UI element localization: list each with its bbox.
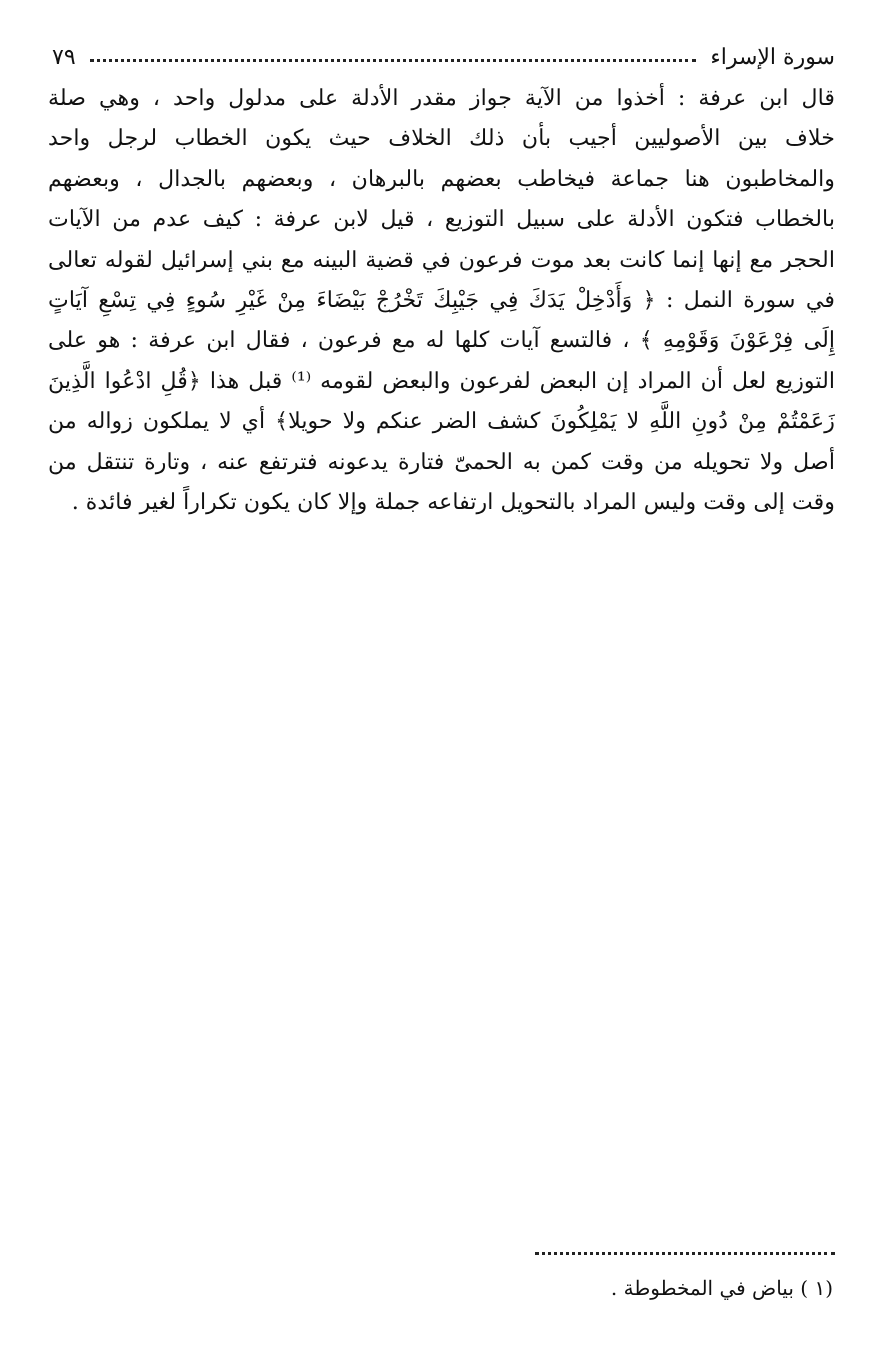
text-line: أصل ولا تحويله من وقت كمن به الحمىّ فتارة يدعونه فترتفع عنه ، وتارة تنتقل من xyxy=(48,448,835,475)
text-line: في سورة النمل : ﴿ وَأَدْخِلْ يَدَكَ فِي جَيْبِكَ تَخْرُجْ بَيْضَاءَ مِنْ غَيْرِ سُوءٍ فِي تِسْعِ آيَاتٍ xyxy=(48,287,835,314)
text-line: خلاف بين الأصوليين أجيب بأن ذلك الخلاف حيث يكون الخطاب لرجل واحد xyxy=(48,125,835,152)
text-line: والمخاطبون هنا جماعة فيخاطب بعضهم بالبرهان ، وبعضهم بالجدال ، وبعضهم xyxy=(48,165,835,192)
text-line: زَعَمْتُمْ مِنْ دُونِ اللَّهِ لا يَمْلِكُونَ كشف الضر عنكم ولا حويلا﴾ أي لا يملكون زواله من xyxy=(48,408,835,435)
main-text xyxy=(48,78,835,522)
text-line: التوزيع لعل أن المراد إن البعض لفرعون والبعض لقومه ⁽¹⁾ قبل هذا ﴿قُلِ ادْعُوا الَّذِينَ xyxy=(48,367,835,394)
page-number: ٧٩ xyxy=(52,44,76,70)
text-line: وقت إلى وقت وليس المراد بالتحويل ارتفاعه جملة وإلا كان يكون تكراراً لغير فائدة . xyxy=(71,489,835,516)
surah-title: سورة الإسراء xyxy=(710,44,835,70)
footnote-separator xyxy=(535,1252,835,1255)
text-line: قال ابن عرفة : أخذوا من الآية جواز مقدر الأدلة على مدلول واحد ، وهي صلة xyxy=(48,85,835,111)
text-line: بالخطاب فتكون الأدلة على سبيل التوزيع ، قيل لابن عرفة : كيف عدم من الآيات xyxy=(48,206,835,233)
running-header xyxy=(52,40,835,74)
header-dotted-leader xyxy=(90,59,697,62)
text-line: إِلَى فِرْعَوْنَ وَقَوْمِهِ ﴾ ، فالتسع آيات كلها له مع فرعون ، فقال ابن عرفة : هو على xyxy=(48,327,835,354)
footnote: (١ ) بياض في المخطوطة . xyxy=(610,1276,833,1300)
text-line: الحجر مع إنها إنما كانت بعد موت فرعون في قضية البينه مع بني إسرائيل لقوله تعالى xyxy=(48,246,835,273)
